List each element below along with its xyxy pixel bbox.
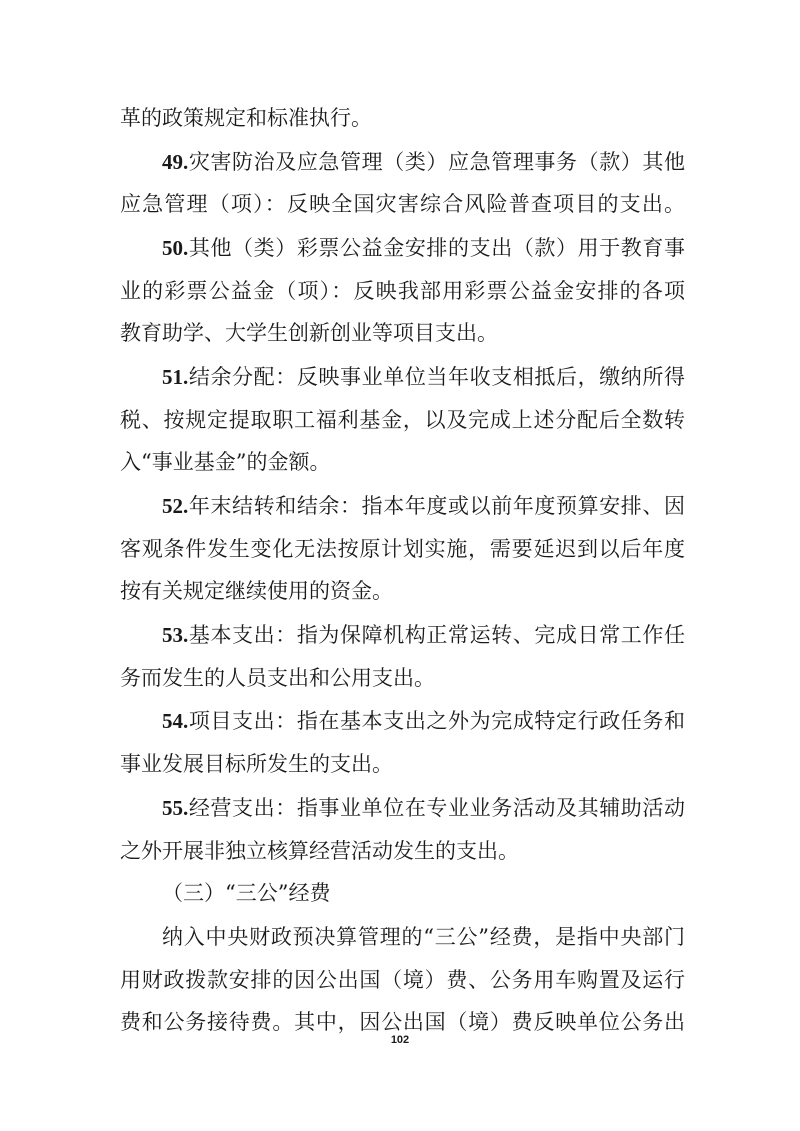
line-text: 费和公务接待费。其中，因公出国（境）费反映单位公务出 (120, 1010, 685, 1034)
line-text: 事业发展目标所发生的支出。 (120, 752, 393, 776)
line-text: 基本支出：指为保障机构正常运转、完成日常工作任 (188, 623, 685, 647)
item-50-line-1 (162, 228, 685, 268)
item-50-line-2 (120, 271, 685, 311)
item-55-line-2 (120, 831, 685, 871)
item-number: 55. (162, 796, 189, 820)
item-number: 54. (162, 709, 189, 733)
item-54-line-2 (120, 744, 685, 784)
line-text: 其他（类）彩票公益金安排的支出（款）用于教育事 (188, 236, 685, 260)
item-number: 50. (162, 236, 189, 260)
line-text: 年末结转和结余：指本年度或以前年度预算安排、因 (188, 494, 685, 518)
line-text: 务而发生的人员支出和公用支出。 (120, 666, 435, 690)
item-52-line-1 (162, 486, 685, 526)
section-heading-text: （三）“三公”经费 (162, 881, 331, 905)
line-text: 应急管理（项）：反映全国灾害综合风险普查项目的支出。 (120, 192, 685, 216)
paragraph-line-2 (120, 960, 685, 1000)
line-text: 用财政拨款安排的因公出国（境）费、公务用车购置及运行 (120, 968, 685, 992)
item-number: 52. (162, 494, 189, 518)
item-number: 53. (162, 623, 189, 647)
item-51-line-1 (162, 357, 685, 397)
line-text: 业的彩票公益金（项）：反映我部用彩票公益金安排的各项 (120, 279, 685, 303)
line-text: 经营支出：指事业单位在专业业务活动及其辅助活动 (188, 796, 685, 820)
item-54-line-1 (162, 701, 685, 741)
item-52-line-2 (120, 529, 685, 569)
item-51-line-3 (120, 442, 685, 482)
paragraph-line-1 (162, 917, 685, 957)
line-text: 灾害防治及应急管理（类）应急管理事务（款）其他 (188, 150, 685, 174)
line-text: 客观条件发生变化无法按原计划实施，需要延迟到以后年度 (120, 537, 685, 561)
item-52-line-3 (120, 571, 685, 611)
line-text: 入“事业基金”的金额。 (120, 450, 331, 474)
line-text: 教育助学、大学生创新创业等项目支出。 (120, 321, 498, 345)
section-heading (162, 873, 685, 913)
line-text: 结余分配：反映事业单位当年收支相抵后，缴纳所得 (188, 365, 685, 389)
line-text: 项目支出：指在基本支出之外为完成特定行政任务和 (188, 709, 685, 733)
item-number: 49. (162, 150, 189, 174)
line-text: 革的政策规定和标准执行。 (120, 106, 372, 130)
item-53-line-2 (120, 658, 685, 698)
item-51-line-2 (120, 400, 685, 440)
page-number: 102 (390, 1034, 410, 1046)
text-line-1 (120, 98, 685, 138)
item-number: 51. (162, 365, 189, 389)
item-50-line-3 (120, 313, 685, 353)
item-49-line-2 (120, 184, 685, 224)
line-text: 之外开展非独立核算经营活动发生的支出。 (120, 839, 519, 863)
line-text: 按有关规定继续使用的资金。 (120, 579, 393, 603)
line-text: 纳入中央财政预决算管理的“三公”经费，是指中央部门 (162, 925, 685, 949)
item-53-line-1 (162, 615, 685, 655)
item-49-line-1 (162, 142, 685, 182)
item-55-line-1 (162, 788, 685, 828)
line-text: 税、按规定提取职工福利基金，以及完成上述分配后全数转 (120, 408, 685, 432)
